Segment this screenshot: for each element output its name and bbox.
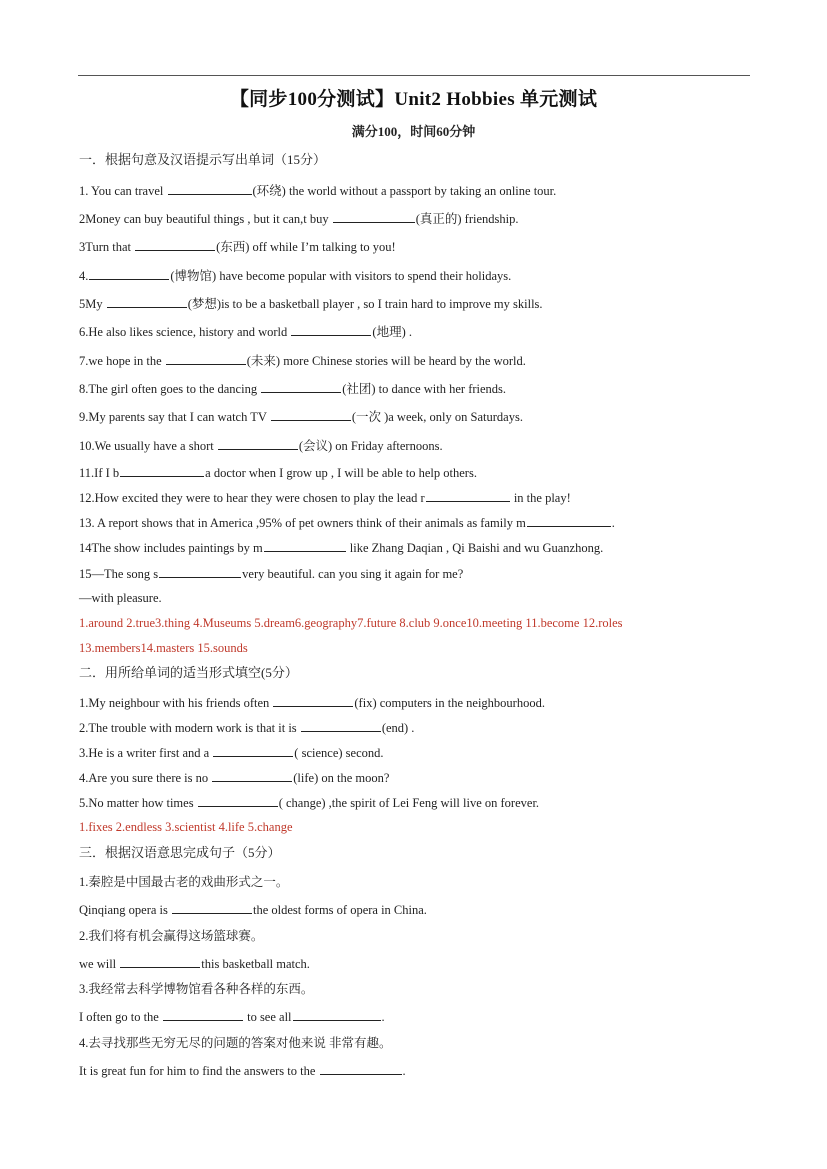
answer-blank[interactable] bbox=[107, 295, 187, 308]
question-line: 14The show includes paintings by m like Zhang Daqian , Qi Baishi and wu Guanzhong. bbox=[79, 541, 604, 555]
dialogue-reply: —with pleasure. bbox=[79, 591, 162, 605]
header-rule bbox=[78, 75, 750, 76]
answer-blank[interactable] bbox=[213, 744, 293, 757]
answer-blank[interactable] bbox=[166, 352, 246, 365]
question-line: 15—The song s very beautiful. can you sing it again for me? bbox=[79, 567, 464, 581]
chinese-prompt: 3.我经常去科学博物馆看各种各样的东西。 bbox=[79, 982, 314, 996]
question-line: 10.We usually have a short (会议) on Friday afternoons. bbox=[79, 439, 443, 453]
question-line: 13. A report shows that in America ,95% of pet owners think of their animals as family m . bbox=[79, 516, 615, 530]
answer-blank[interactable] bbox=[291, 323, 371, 336]
answer-blank[interactable] bbox=[198, 794, 278, 807]
answer-key-line: 1.fixes 2.endless 3.scientist 4.life 5.change bbox=[79, 820, 293, 834]
page-title: 【同步100分测试】Unit2 Hobbies 单元测试 bbox=[229, 89, 598, 110]
section-heading: 二．用所给单词的适当形式填空(5分） bbox=[79, 665, 298, 680]
answer-blank[interactable] bbox=[426, 489, 510, 502]
answer-blank[interactable] bbox=[172, 901, 252, 914]
answer-blank[interactable] bbox=[333, 210, 415, 223]
answer-blank[interactable] bbox=[135, 238, 215, 251]
section-heading: 三．根据汉语意思完成句子（5分） bbox=[79, 845, 281, 860]
question-line: 2Money can buy beautiful things , but it can,t buy (真正的) friendship. bbox=[79, 212, 519, 226]
answer-blank[interactable] bbox=[527, 514, 611, 527]
question-line: I often go to the to see all . bbox=[79, 1010, 385, 1024]
question-line: 6.He also likes science, history and world (地理) . bbox=[79, 325, 412, 339]
question-line: 11.If I b a doctor when I grow up , I will be able to help others. bbox=[79, 466, 477, 480]
answer-blank[interactable] bbox=[301, 719, 381, 732]
answer-blank[interactable] bbox=[271, 408, 351, 421]
question-line: 12.How excited they were to hear they were chosen to play the lead r in the play! bbox=[79, 491, 571, 505]
question-line: 4. (博物馆) have become popular with visitors to spend their holidays. bbox=[79, 269, 512, 283]
question-line: 9.My parents say that I can watch TV (一次 )a week, only on Saturdays. bbox=[79, 410, 523, 424]
question-line: Qinqiang opera is the oldest forms of opera in China. bbox=[79, 903, 427, 917]
answer-blank[interactable] bbox=[159, 565, 241, 578]
question-line: 2.The trouble with modern work is that it is (end) . bbox=[79, 721, 415, 735]
answer-key-line: 13.members14.masters 15.sounds bbox=[79, 641, 248, 655]
question-line: we will this basketball match. bbox=[79, 957, 310, 971]
answer-key-line: 1.around 2.true3.thing 4.Museums 5.dream6.geography7.future 8.club 9.once10.meeting 11.become 12.roles bbox=[79, 616, 623, 630]
answer-blank[interactable] bbox=[163, 1008, 243, 1021]
page-subtitle: 满分100，时间60分钟 bbox=[351, 124, 476, 139]
question-line: 3Turn that (东西) off while I’m talking to you! bbox=[79, 240, 396, 254]
question-line: 1. You can travel (环绕) the world without a passport by taking an online tour. bbox=[79, 184, 557, 198]
question-line: 4.Are you sure there is no (life) on the moon? bbox=[79, 771, 390, 785]
answer-blank[interactable] bbox=[212, 769, 292, 782]
chinese-prompt: 4.去寻找那些无穷无尽的问题的答案对他来说 非常有趣。 bbox=[79, 1036, 392, 1050]
answer-blank[interactable] bbox=[273, 694, 353, 707]
question-line: 5My (梦想)is to be a basketball player , so I train hard to improve my skills. bbox=[79, 297, 543, 311]
answer-blank[interactable] bbox=[168, 182, 252, 195]
answer-blank[interactable] bbox=[320, 1062, 402, 1075]
answer-blank[interactable] bbox=[218, 437, 298, 450]
question-line: 3.He is a writer first and a ( science) second. bbox=[79, 746, 384, 760]
question-line: 1.My neighbour with his friends often (fix) computers in the neighbourhood. bbox=[79, 696, 545, 710]
chinese-prompt: 1.秦腔是中国最古老的戏曲形式之一。 bbox=[79, 875, 289, 889]
section-heading: 一．根据句意及汉语提示写出单词（15分） bbox=[79, 152, 327, 167]
chinese-prompt: 2.我们将有机会赢得这场篮球赛。 bbox=[79, 929, 264, 943]
question-line: 7.we hope in the (未来) more Chinese stories will be heard by the world. bbox=[79, 354, 526, 368]
question-line: 5.No matter how times ( change) ,the spirit of Lei Feng will live on forever. bbox=[79, 796, 540, 810]
answer-blank[interactable] bbox=[120, 464, 204, 477]
answer-blank[interactable] bbox=[293, 1008, 381, 1021]
answer-blank[interactable] bbox=[89, 267, 169, 280]
question-line: 8.The girl often goes to the dancing (社团) to dance with her friends. bbox=[79, 382, 507, 396]
answer-blank[interactable] bbox=[120, 955, 200, 968]
answer-blank[interactable] bbox=[264, 539, 346, 552]
answer-blank[interactable] bbox=[261, 380, 341, 393]
question-line: It is great fun for him to find the answers to the . bbox=[79, 1064, 406, 1078]
